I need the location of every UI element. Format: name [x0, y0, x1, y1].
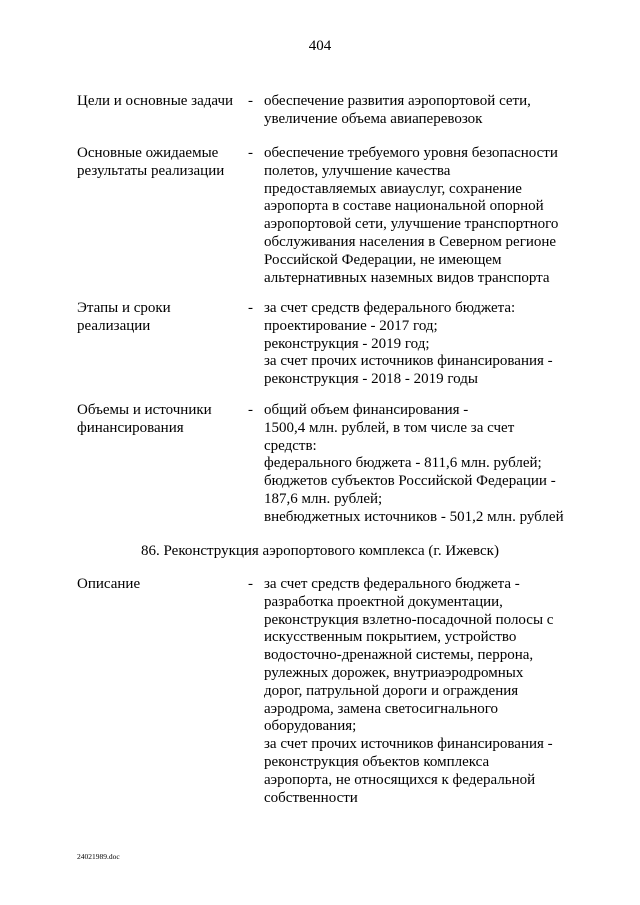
row-description-line: предоставляемых авиауслуг, сохранение [264, 180, 522, 197]
row-description [264, 93, 584, 129]
row-description [264, 145, 584, 287]
row-description-line: 187,6 млн. рублей; [264, 490, 383, 507]
row-description-line: альтернативных наземных видов транспорта [264, 269, 550, 286]
row-label [77, 300, 245, 336]
row-description-line: аэродрома, замена светосигнального [264, 700, 499, 717]
row-description-line: средств: [264, 437, 317, 454]
row-dash: - [248, 300, 253, 316]
row-description [264, 576, 584, 807]
row-description-line: разработка проектной документации, [264, 593, 503, 610]
row-label-line: реализации [77, 317, 151, 334]
section-heading: 86. Реконструкция аэропортового комплекса (г. Ижевск) [141, 543, 499, 559]
row-description-line: рулежных дорожек, внутриаэродромных [264, 664, 524, 681]
row-label-line: финансирования [77, 419, 184, 436]
row-description-line: обеспечение развития аэропортовой сети, [264, 93, 531, 109]
row-description-line: искусственным покрытием, устройство [264, 629, 517, 646]
row-description-line: за счет средств федерального бюджета: [264, 300, 516, 316]
row-description-line: реконструкция - 2019 год; [264, 335, 430, 352]
row-description-line: оборудования; [264, 718, 357, 735]
row-label [77, 93, 245, 111]
row-dash: - [248, 145, 253, 161]
row-description-line: 1500,4 млн. рублей, в том числе за счет [264, 419, 515, 436]
row-description-line: аэропортовой сети, улучшение транспортного [264, 216, 559, 233]
row-description-line: общий объем финансирования - [264, 402, 469, 418]
row-dash: - [248, 93, 253, 109]
row-description-line: федерального бюджета - 811,6 млн. рублей; [264, 455, 542, 472]
row-description-line: полетов, улучшение качества [264, 162, 451, 179]
row-description-line: обеспечение требуемого уровня безопасности [264, 145, 558, 161]
row-description-line: бюджетов субъектов Российской Федерации - [264, 473, 556, 490]
row-label-line: результаты реализации [77, 162, 225, 179]
row-description-line: аэропорта, не относящихся к федеральной [264, 771, 536, 788]
row-label [77, 145, 245, 181]
row-label-line: Цели и основные задачи [77, 93, 234, 109]
row-description-line: водосточно-дренажной системы, перрона, [264, 647, 534, 664]
row-label [77, 402, 245, 438]
row-label [77, 576, 245, 594]
row-description-line: увеличение объема авиаперевозок [264, 110, 483, 127]
row-label-line: Основные ожидаемые [77, 145, 219, 161]
row-description-line: реконструкция - 2018 - 2019 годы [264, 371, 478, 388]
row-description-line: реконструкция объектов комплекса [264, 753, 490, 770]
row-description-line: реконструкция взлетно-посадочной полосы с [264, 611, 554, 628]
row-description-line: Российской Федерации, не имеющем [264, 251, 502, 268]
row-description-line: за счет средств федерального бюджета - [264, 576, 520, 592]
row-description-line: проектирование - 2017 год; [264, 317, 438, 334]
row-description-line: собственности [264, 789, 358, 806]
row-description-line: дорог, патрульной дороги и ограждения [264, 682, 519, 699]
row-description-line: за счет прочих источников финансирования - [264, 353, 553, 370]
row-label-line: Объемы и источники [77, 402, 212, 418]
row-description-line: обслуживания населения в Северном регионе [264, 233, 557, 250]
row-label-line: Этапы и сроки [77, 300, 171, 316]
page-number: 404 [308, 38, 332, 54]
footer-filename: 24021989.doc [77, 852, 120, 861]
row-dash: - [248, 402, 253, 418]
row-description-line: за счет прочих источников финансирования - [264, 736, 553, 753]
row-description-line: аэропорта в составе национальной опорной [264, 198, 544, 215]
row-description [264, 402, 584, 527]
row-description [264, 300, 584, 389]
row-dash: - [248, 576, 253, 592]
row-description-line: внебюджетных источников - 501,2 млн. рублей [264, 508, 564, 525]
row-label-line: Описание [77, 576, 141, 592]
